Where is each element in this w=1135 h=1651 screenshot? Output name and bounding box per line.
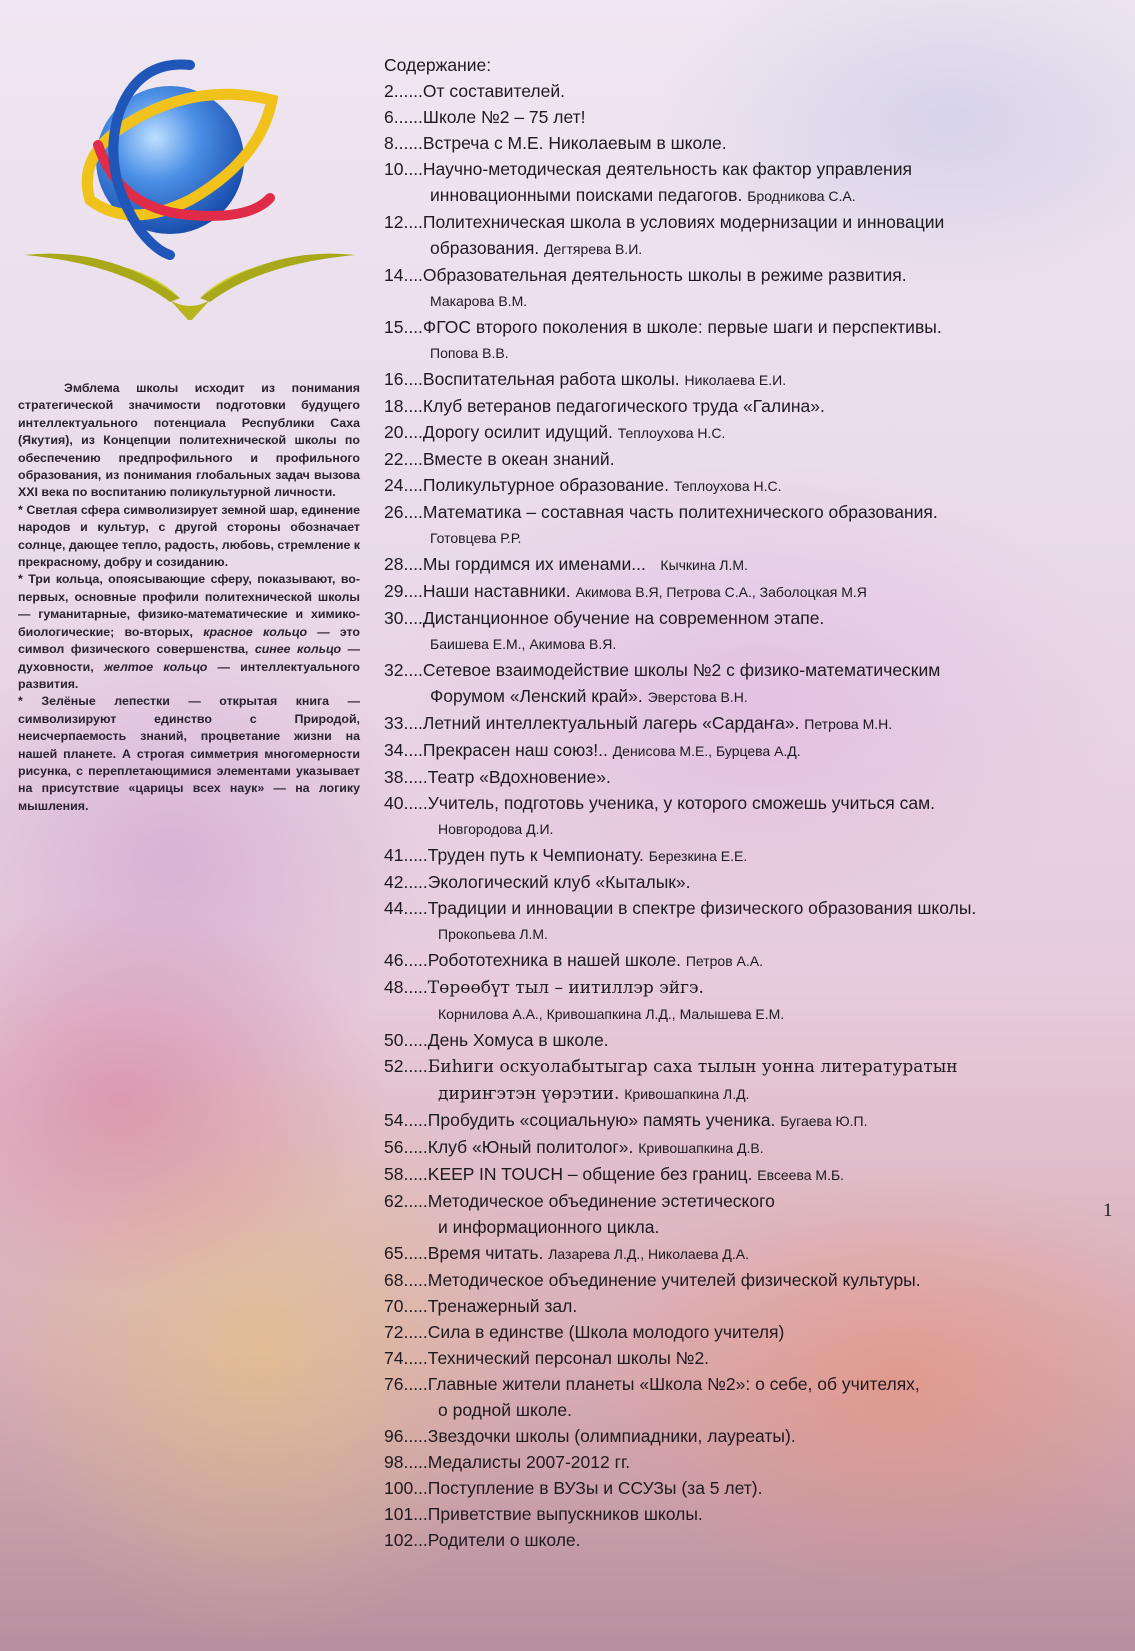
entry-title-cont: инновационными поисками педагогов. xyxy=(430,185,743,205)
entry-title: Төрөөбүт тыл – иитиллэр эйгэ. xyxy=(427,978,704,998)
entry-title: Робототехника в нашей школе. xyxy=(427,950,681,970)
entry-page: 102... xyxy=(384,1530,428,1550)
entry-author: Теплоухова Н.С. xyxy=(617,425,726,441)
entry-title: KEEP IN TOUCH – общение без границ. xyxy=(427,1164,753,1184)
entry-title: Встреча с М.Е. Николаевым в школе. xyxy=(422,133,727,153)
leaves-book xyxy=(25,254,355,320)
entry-page: 70..... xyxy=(384,1296,428,1316)
entry-page: 54..... xyxy=(384,1110,428,1130)
entry-title: Летний интеллектуальный лагерь «Сардаҥа». xyxy=(422,713,800,733)
entry-title: Тренажерный зал. xyxy=(427,1296,578,1316)
entry-author: Корнилова А.А., Кривошапкина Л.Д., Малышева Е.М. xyxy=(438,1006,785,1022)
entry-page: 20.... xyxy=(384,422,423,442)
toc-entry xyxy=(384,262,1104,314)
entry-page: 24.... xyxy=(384,475,423,495)
entry-author: Кривошапкина Д.В. xyxy=(638,1140,764,1156)
entry-title: Поликультурное образование. xyxy=(422,475,669,495)
entry-title: Главные жители планеты «Школа №2»: о себе, об учителях, xyxy=(427,1374,920,1394)
entry-title: Методическое объединение учителей физической культуры. xyxy=(427,1270,921,1290)
desc-paragraph xyxy=(18,571,360,693)
toc-title: Содержание: xyxy=(384,55,492,75)
entry-title: Политехническая школа в условиях модернизации и инновации xyxy=(422,212,945,232)
toc-entry xyxy=(384,314,1104,366)
entry-title: Мы гордимся их именами... xyxy=(422,554,646,574)
toc-entry xyxy=(384,1293,1104,1319)
entry-title: Научно-методическая деятельность как фактор управления xyxy=(422,159,912,179)
entry-author: Эверстова В.Н. xyxy=(647,689,748,705)
entry-title-cont: о родной школе. xyxy=(438,1400,572,1420)
toc-entry xyxy=(384,895,1104,947)
entry-page: 100... xyxy=(384,1478,428,1498)
entry-page: 6...... xyxy=(384,107,423,127)
entry-title: Сетевое взаимодействие школы №2 с физико-математическим xyxy=(422,660,941,680)
entry-page: 22.... xyxy=(384,449,423,469)
toc-entry xyxy=(384,578,1104,605)
entry-author: Петрова М.Н. xyxy=(804,716,893,732)
entry-author: Кривошапкина Л.Д. xyxy=(624,1086,750,1102)
toc-entry xyxy=(384,764,1104,790)
entry-page: 101... xyxy=(384,1504,428,1524)
entry-title: Образовательная деятельность школы в режиме развития. xyxy=(422,265,907,285)
entry-title: Клуб ветеранов педагогического труда «Галина». xyxy=(422,396,825,416)
entry-page: 52..... xyxy=(384,1056,428,1076)
entry-title: Клуб «Юный политолог». xyxy=(427,1137,634,1157)
entry-page: 50..... xyxy=(384,1030,428,1050)
toc-entry xyxy=(384,1319,1104,1345)
desc-paragraph: Эмблема школы исходит из понимания стратегической значимости подготовки будущего интеллектуального потенциала Республики Саха (Якутия), из Концепции политехнической школы по обеспечению предпрофильного и профильного образования, из понимания глобальных задач вызова XXI века по воспитанию поликультурной личности. xyxy=(18,381,360,500)
toc-entry xyxy=(384,1501,1104,1527)
entry-author: Березкина Е.Е. xyxy=(648,848,748,864)
entry-page: 46..... xyxy=(384,950,428,970)
entry-page: 65..... xyxy=(384,1243,428,1263)
entry-page: 16.... xyxy=(384,369,423,389)
toc-entry xyxy=(384,209,1104,262)
entry-title: Методическое объединение эстетического xyxy=(427,1191,775,1211)
toc-entry xyxy=(384,156,1104,209)
entry-page: 62..... xyxy=(384,1191,428,1211)
entry-page: 30.... xyxy=(384,608,423,628)
entry-title-cont: Форумом «Ленский край». xyxy=(430,686,643,706)
toc-entry xyxy=(384,1161,1104,1188)
toc-entry xyxy=(384,1527,1104,1553)
entry-author: Бродникова С.А. xyxy=(747,188,856,204)
toc-entry xyxy=(384,974,1104,1027)
entry-page: 14.... xyxy=(384,265,423,285)
entry-page: 32.... xyxy=(384,660,423,680)
entry-author: Николаева Е.И. xyxy=(684,372,787,388)
entry-author: Бугаева Ю.П. xyxy=(780,1113,868,1129)
entry-page: 2...... xyxy=(384,81,423,101)
entry-title: ФГОС второго поколения в школе: первые шаги и перспективы. xyxy=(422,317,942,337)
entry-page: 10.... xyxy=(384,159,423,179)
entry-page: 34.... xyxy=(384,740,423,760)
entry-title: Воспитательная работа школы. xyxy=(422,369,680,389)
toc-entry xyxy=(384,1053,1104,1107)
entry-page: 28.... xyxy=(384,554,423,574)
entry-author: Готовцева Р.Р. xyxy=(430,530,522,546)
toc-entry xyxy=(384,499,1104,551)
toc-entry xyxy=(384,366,1104,393)
toc-entry xyxy=(384,737,1104,764)
entry-page: 26.... xyxy=(384,502,423,522)
toc-entry xyxy=(384,1267,1104,1293)
entry-page: 72..... xyxy=(384,1322,428,1342)
desc-text: * Три кольца, опоясывающие сферу, показывают, во-первых, основные профили политехнической школы — гуманитарные, физико-математические и химико-биологические; во-вторых, xyxy=(18,572,360,639)
entry-title: Пробудить «социальную» память ученика. xyxy=(427,1110,776,1130)
entry-author: Попова В.В. xyxy=(430,345,509,361)
desc-text: — это символ физического совершенства, xyxy=(18,624,360,657)
entry-title: Звездочки школы (олимпиадники, лауреаты). xyxy=(427,1426,796,1446)
toc-entry xyxy=(384,1345,1104,1371)
entry-title: Сила в единстве (Школа молодого учителя) xyxy=(427,1322,785,1342)
entry-title: Традиции и инновации в спектре физического образования школы. xyxy=(427,898,977,918)
entry-page: 29.... xyxy=(384,581,423,601)
entry-page: 74..... xyxy=(384,1348,428,1368)
entry-title: Дорогу осилит идущий. xyxy=(422,422,613,442)
entry-title: Экологический клуб «Кыталык». xyxy=(427,872,691,892)
toc-entry xyxy=(384,1449,1104,1475)
entry-title-cont: и информационного цикла. xyxy=(438,1217,660,1237)
entry-author: Денисова М.Е., Бурцева А.Д. xyxy=(612,743,801,759)
toc-entry xyxy=(384,1475,1104,1501)
entry-title: День Хомуса в школе. xyxy=(427,1030,609,1050)
entry-page: 18.... xyxy=(384,396,423,416)
entry-author: Евсеева М.Б. xyxy=(757,1167,845,1183)
desc-text: — духовности, xyxy=(18,642,360,674)
entry-author: Акимова В.Я, Петрова С.А., Заболоцкая М.Я xyxy=(575,584,867,600)
entry-author: Баишева Е.М., Акимова В.Я. xyxy=(430,636,617,652)
entry-page: 15.... xyxy=(384,317,423,337)
entry-author: Теплоухова Н.С. xyxy=(673,478,782,494)
entry-page: 33.... xyxy=(384,713,423,733)
entry-page: 48..... xyxy=(384,977,428,997)
entry-title: Математика – составная часть политехнического образования. xyxy=(422,502,938,522)
yellow-ring-term: желтое кольцо xyxy=(103,659,208,674)
entry-page: 12.... xyxy=(384,212,423,232)
entry-title: Вместе в океан знаний. xyxy=(422,449,615,469)
emblem-description xyxy=(18,380,360,815)
entry-title: Время читать. xyxy=(427,1243,544,1263)
entry-title: Медалисты 2007-2012 гг. xyxy=(427,1452,631,1472)
entry-title: Прекрасен наш союз!.. xyxy=(422,740,608,760)
entry-title: Технический персонал школы №2. xyxy=(427,1348,710,1368)
entry-title: Родители о школе. xyxy=(427,1530,581,1550)
toc-entry xyxy=(384,78,1104,104)
toc-entry xyxy=(384,710,1104,737)
toc-entry xyxy=(384,657,1104,710)
entry-page: 42..... xyxy=(384,872,428,892)
toc-entry xyxy=(384,842,1104,869)
entry-page: 41..... xyxy=(384,845,428,865)
entry-title: От составителей. xyxy=(422,81,565,101)
toc-entry xyxy=(384,446,1104,472)
entry-page: 44..... xyxy=(384,898,428,918)
toc-entry xyxy=(384,104,1104,130)
entry-title: Биһиги оскуолабытыгар саха тылын уонна литературатын xyxy=(427,1057,958,1077)
entry-page: 8...... xyxy=(384,133,423,153)
entry-title: Приветствие выпускников школы. xyxy=(427,1504,703,1524)
toc-entry xyxy=(384,869,1104,895)
toc-entry xyxy=(384,605,1104,657)
entry-title: Поступление в ВУЗы и ССУЗы (за 5 лет). xyxy=(427,1478,763,1498)
toc-entry xyxy=(384,551,1104,578)
entry-page: 76..... xyxy=(384,1374,428,1394)
entry-page: 98..... xyxy=(384,1452,428,1472)
toc-entry xyxy=(384,1027,1104,1053)
toc-entry xyxy=(384,790,1104,842)
entry-page: 56..... xyxy=(384,1137,428,1157)
page-number: 1 xyxy=(1103,1200,1113,1221)
entry-title: Дистанционное обучение на современном этапе. xyxy=(422,608,825,628)
toc-entry xyxy=(384,1134,1104,1161)
entry-author: Петров А.А. xyxy=(685,953,763,969)
red-ring-term: красное кольцо xyxy=(203,624,308,639)
entry-page: 38..... xyxy=(384,767,428,787)
entry-page: 40..... xyxy=(384,793,428,813)
table-of-contents xyxy=(384,52,1104,1553)
toc-entry xyxy=(384,1107,1104,1134)
blue-ring-term: синее кольцо xyxy=(254,642,342,657)
toc-entry xyxy=(384,1240,1104,1267)
entry-author: Новгородова Д.И. xyxy=(438,821,554,837)
toc-entry xyxy=(384,393,1104,419)
entry-title: Театр «Вдохновение». xyxy=(427,767,611,787)
entry-page: 58..... xyxy=(384,1164,428,1184)
entry-title: Учитель, подготовь ученика, у которого сможешь учиться сам. xyxy=(427,793,935,813)
toc-entry xyxy=(384,1188,1104,1240)
entry-title-cont: дириҥэтэн үөрэтии. xyxy=(438,1084,620,1104)
entry-author: Прокопьева Л.М. xyxy=(438,926,548,942)
toc-entry xyxy=(384,1371,1104,1423)
toc-entry xyxy=(384,1423,1104,1449)
entry-title-cont: образования. xyxy=(430,238,540,258)
entry-title: Школе №2 – 75 лет! xyxy=(422,107,586,127)
entry-title: Наши наставники. xyxy=(422,581,571,601)
toc-entry xyxy=(384,472,1104,499)
toc-entry xyxy=(384,419,1104,446)
entry-author: Макарова В.М. xyxy=(430,293,528,309)
desc-paragraph: * Зелёные лепестки — открытая книга — символизируют единство с Природой, неисчерпаемость знаний, процветание жизни на нашей планете. А строгая симметрия многомерности рисунка, с переплетающимися элементами указывает на присутствие «царицы всех наук» — на логику мышления. xyxy=(18,694,360,813)
desc-text: — интеллектуального развития. xyxy=(18,659,360,691)
toc-entry xyxy=(384,947,1104,974)
school-emblem xyxy=(20,50,360,320)
entry-title: Труден путь к Чемпионату. xyxy=(427,845,644,865)
entry-page: 68..... xyxy=(384,1270,428,1290)
toc-entry xyxy=(384,130,1104,156)
entry-page: 96..... xyxy=(384,1426,428,1446)
entry-author: Лазарева Л.Д., Николаева Д.А. xyxy=(548,1246,749,1262)
entry-author: Кычкина Л.М. xyxy=(660,557,748,573)
desc-paragraph: * Светлая сфера символизирует земной шар, единение народов и культур, с другой стороны обозначает солнце, дающее тепло, радость, любовь, стремление к прекрасному, добру и созиданию. xyxy=(18,502,361,570)
entry-author: Дегтярева В.И. xyxy=(544,241,643,257)
